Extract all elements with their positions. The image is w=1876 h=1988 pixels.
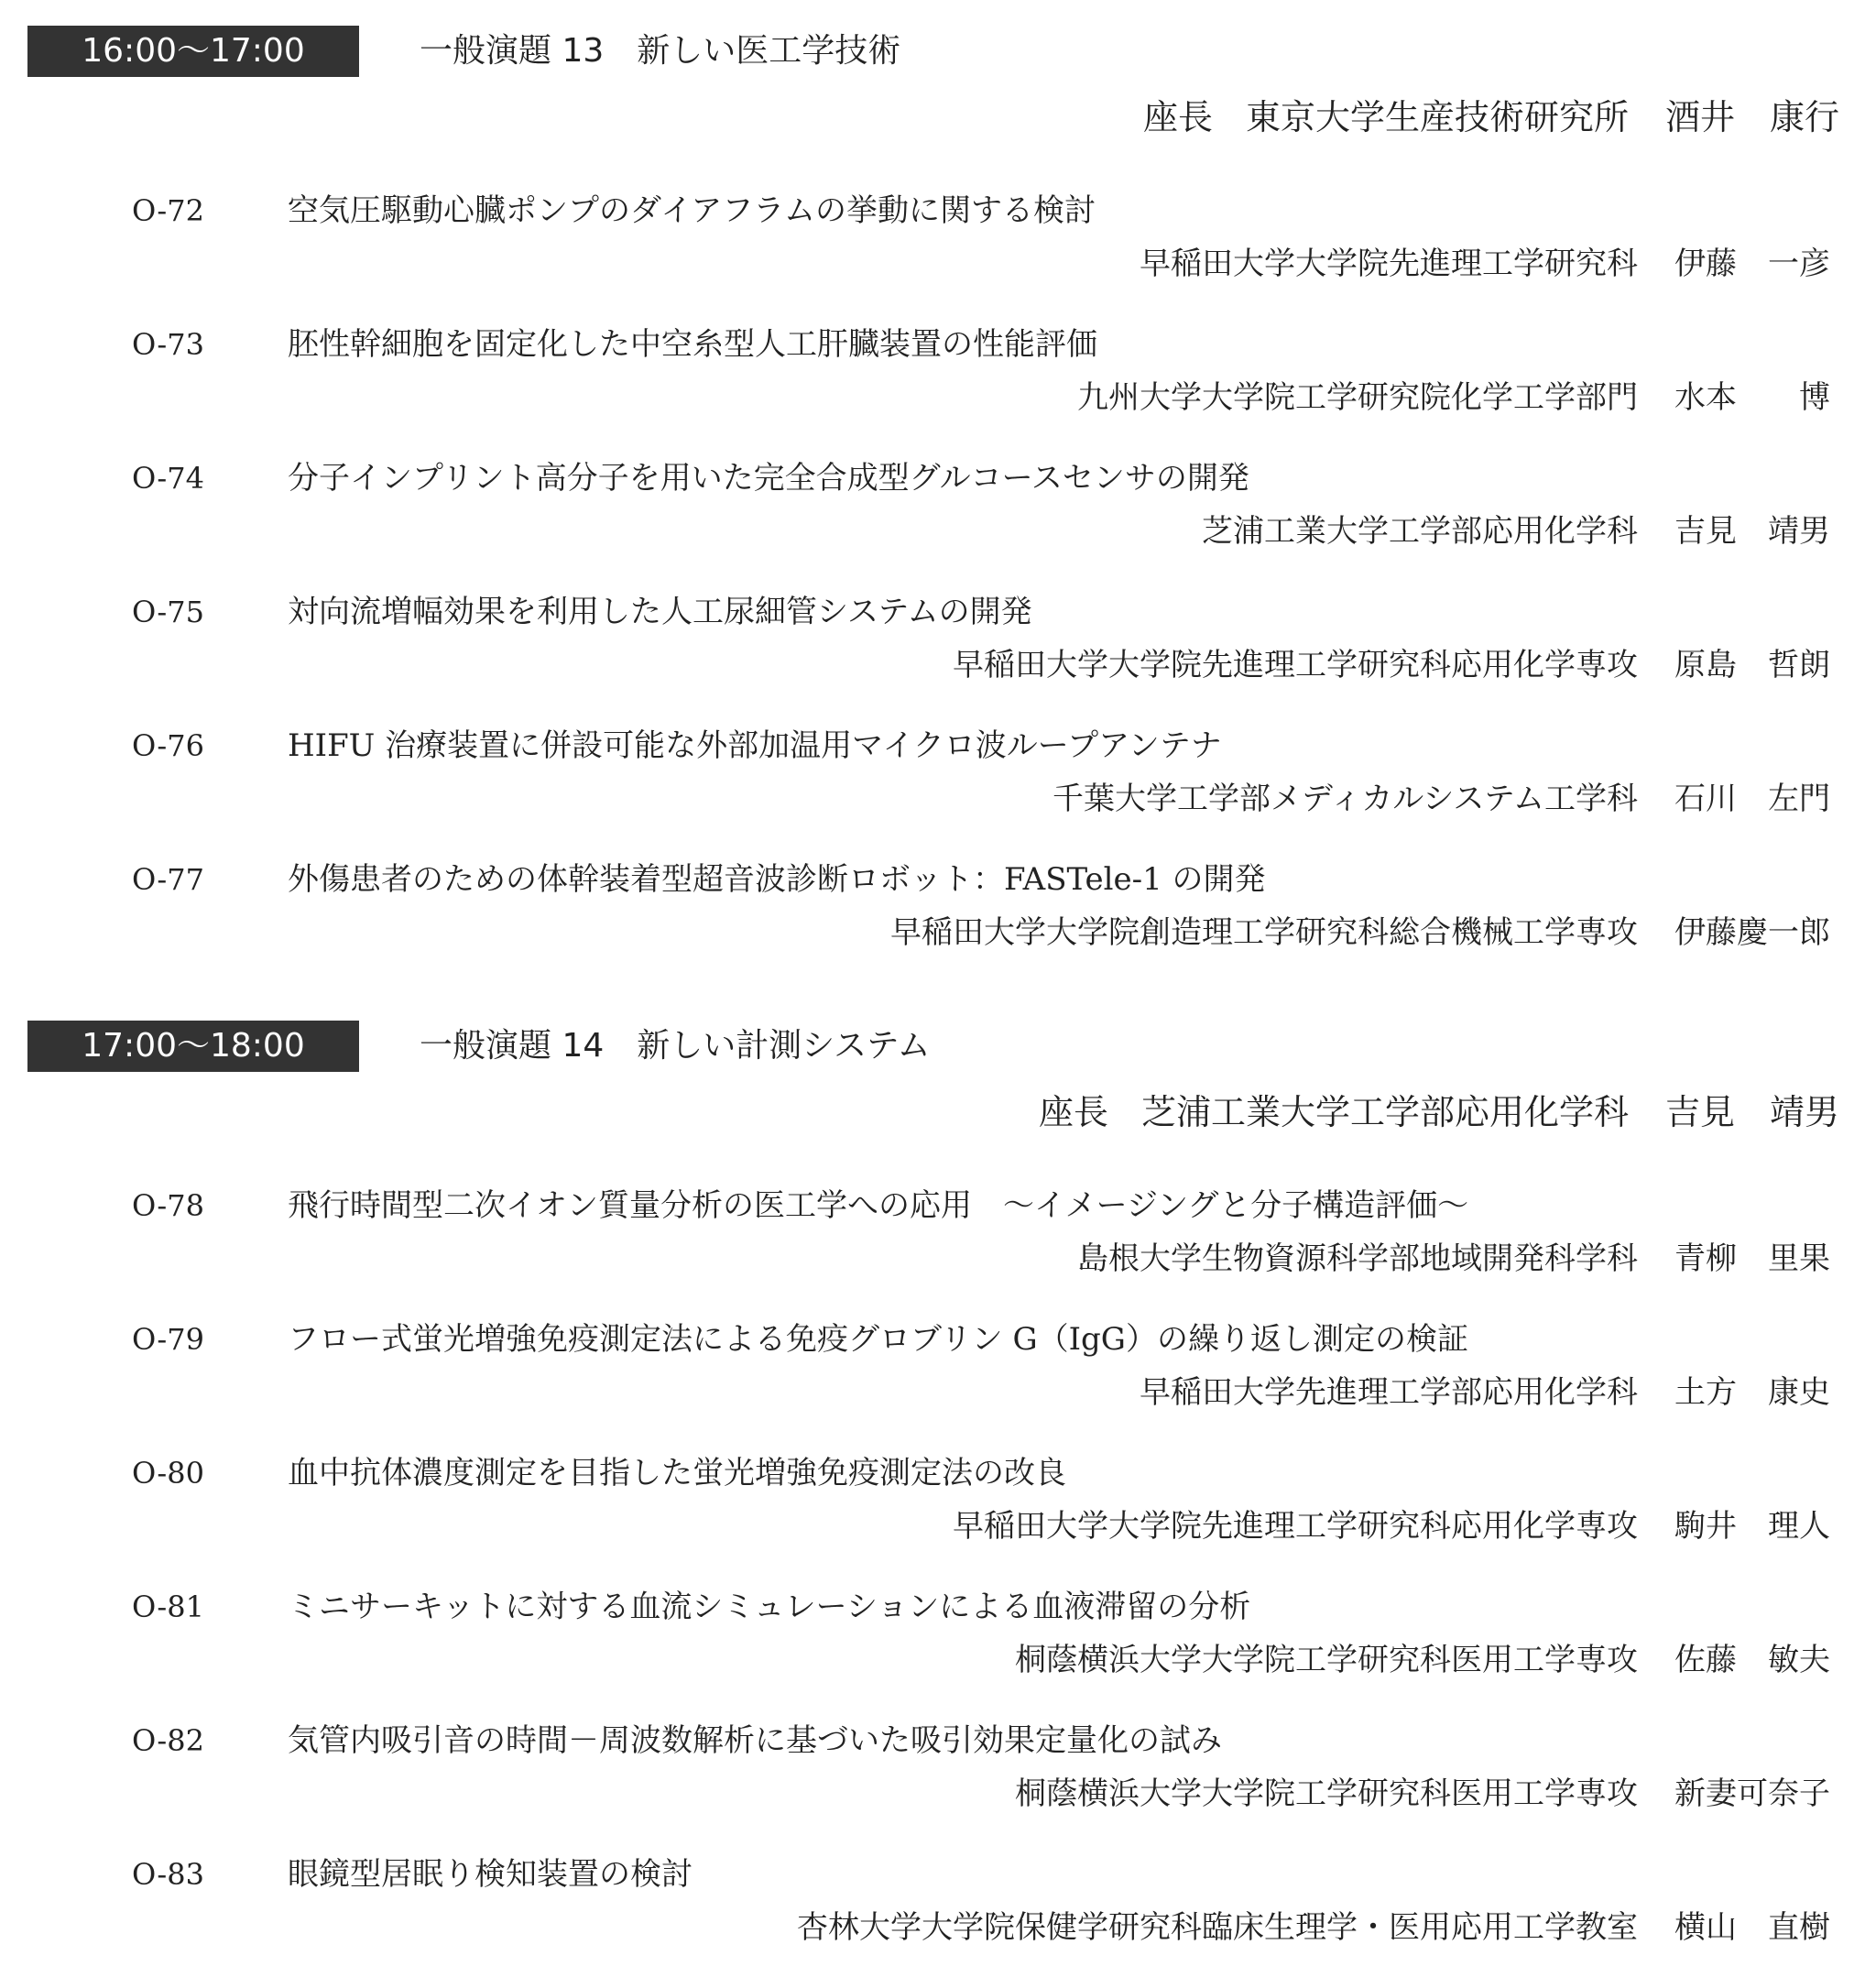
presentation-author — [1053, 779, 1839, 819]
presentation-id: O-72 — [132, 193, 204, 228]
presentation-title: 眼鏡型居眠り検知装置の検討 — [288, 1856, 693, 1893]
presentation-author — [953, 645, 1839, 685]
presentation-id: O-83 — [132, 1857, 204, 1892]
presentation-id: O-80 — [132, 1456, 204, 1491]
presentation-item — [0, 726, 1876, 859]
presentation-item — [0, 1453, 1876, 1587]
author-affiliation: 九州大学大学院工学研究院化学工学部門 — [1077, 379, 1638, 416]
author-name: 駒井 理人 — [1674, 1508, 1830, 1545]
author-name: 石川 左門 — [1674, 781, 1830, 817]
presentation-author — [1140, 1372, 1839, 1413]
author-name: 原島 哲朗 — [1674, 647, 1830, 683]
presentation-id: O-81 — [132, 1589, 204, 1624]
presentation-author — [890, 912, 1839, 953]
chair-affiliation: 東京大学生産技術研究所 — [1245, 97, 1629, 137]
presentation-title: ミニサーキットに対する血流シミュレーションによる血液滞留の分析 — [288, 1589, 1251, 1625]
chair-label: 座長 — [1142, 97, 1213, 137]
presentation-list — [0, 191, 1876, 993]
presentation-title: HIFU 治療装置に併設可能な外部加温用マイクロ波ループアンテナ — [288, 727, 1222, 764]
presentation-id: O-73 — [132, 327, 204, 362]
author-name: 水本 博 — [1674, 379, 1830, 416]
author-affiliation: 桐蔭横浜大学大学院工学研究科医用工学専攻 — [1015, 1642, 1638, 1678]
presentation-author — [1202, 511, 1839, 552]
presentation-title: 対向流増幅効果を利用した人工尿細管システムの開発 — [288, 594, 1032, 630]
author-affiliation: 桐蔭横浜大学大学院工学研究科医用工学専攻 — [1015, 1775, 1638, 1812]
presentation-list — [0, 1185, 1876, 1988]
author-name: 伊藤慶一郎 — [1674, 914, 1830, 951]
presentation-item — [0, 1720, 1876, 1854]
author-affiliation: 早稲田大学大学院先進理工学研究科応用化学専攻 — [953, 1508, 1638, 1545]
presentation-title: 分子インプリント高分子を用いた完全合成型グルコースセンサの開発 — [288, 460, 1249, 497]
presentation-author — [1015, 1774, 1839, 1814]
author-affiliation: 杏林大学大学院保健学研究科臨床生理学・医用応用工学教室 — [797, 1909, 1638, 1946]
author-affiliation: 早稲田大学大学院先進理工学研究科応用化学専攻 — [953, 647, 1638, 683]
presentation-title: フロー式蛍光増強免疫測定法による免疫グロブリン G（IgG）の繰り返し測定の検証 — [288, 1321, 1468, 1358]
chair-name: 吉見 靖男 — [1664, 1092, 1839, 1132]
session-time-badge: 17:00～18:00 — [27, 1021, 359, 1072]
session-title: 一般演題 13 新しい医工学技術 — [420, 32, 901, 70]
presentation-item — [0, 191, 1876, 324]
presentation-id: O-79 — [132, 1322, 204, 1357]
presentation-item — [0, 859, 1876, 993]
author-name: 土方 康史 — [1674, 1374, 1830, 1411]
presentation-title: 胚性幹細胞を固定化した中空糸型人工肝臓装置の性能評価 — [288, 326, 1097, 363]
presentation-title: 気管内吸引音の時間－周波数解析に基づいた吸引効果定量化の試み — [288, 1722, 1222, 1759]
author-affiliation: 芝浦工業大学工学部応用化学科 — [1202, 513, 1638, 550]
presentation-item — [0, 1319, 1876, 1453]
presentation-title: 外傷患者のための体幹装着型超音波診断ロボット：FASTele-1 の開発 — [288, 861, 1266, 898]
presentation-item — [0, 458, 1876, 592]
presentation-id: O-76 — [132, 728, 204, 763]
session-chair — [1143, 92, 1839, 143]
presentation-id: O-74 — [132, 461, 204, 496]
presentation-id: O-77 — [132, 862, 204, 897]
session-chair — [1039, 1087, 1839, 1138]
presentation-title: 飛行時間型二次イオン質量分析の医工学への応用 ～イメージングと分子構造評価～ — [288, 1187, 1469, 1224]
author-affiliation: 早稲田大学先進理工学部応用化学科 — [1140, 1374, 1638, 1411]
session-block — [0, 26, 1876, 951]
presentation-id: O-75 — [132, 595, 204, 629]
presentation-item — [0, 592, 1876, 726]
author-name: 吉見 靖男 — [1674, 513, 1830, 550]
session-header — [0, 1021, 1876, 1076]
session-header — [0, 26, 1876, 81]
session-block — [0, 1021, 1876, 1946]
presentation-title: 血中抗体濃度測定を目指した蛍光増強免疫測定法の改良 — [288, 1455, 1066, 1491]
session-time-badge: 16:00～17:00 — [27, 26, 359, 77]
author-name: 伊藤 一彦 — [1674, 246, 1830, 282]
presentation-item — [0, 1854, 1876, 1988]
author-affiliation: 千葉大学工学部メディカルシステム工学科 — [1052, 781, 1638, 817]
presentation-author — [1015, 1640, 1839, 1680]
chair-label: 座長 — [1038, 1092, 1108, 1132]
presentation-item — [0, 1185, 1876, 1319]
author-affiliation: 早稲田大学大学院創造理工学研究科総合機械工学専攻 — [890, 914, 1638, 951]
presentation-author — [1077, 1239, 1839, 1279]
presentation-title: 空気圧駆動心臓ポンプのダイアフラムの挙動に関する検討 — [288, 192, 1096, 229]
presentation-id: O-78 — [132, 1188, 204, 1223]
chair-name: 酒井 康行 — [1664, 97, 1839, 137]
presentation-author — [953, 1506, 1839, 1546]
presentation-id: O-82 — [132, 1723, 204, 1758]
presentation-author — [797, 1907, 1839, 1948]
presentation-author — [1077, 377, 1839, 418]
presentation-item — [0, 1587, 1876, 1720]
author-name: 青柳 里果 — [1674, 1240, 1830, 1277]
author-affiliation: 早稲田大学大学院先進理工学研究科 — [1140, 246, 1638, 282]
session-title: 一般演題 14 新しい計測システム — [420, 1027, 931, 1065]
author-name: 横山 直樹 — [1674, 1909, 1830, 1946]
author-affiliation: 島根大学生物資源科学部地域開発科学科 — [1077, 1240, 1638, 1277]
presentation-author — [1140, 244, 1839, 284]
author-name: 新妻可奈子 — [1674, 1775, 1830, 1812]
presentation-item — [0, 324, 1876, 458]
author-name: 佐藤 敏夫 — [1674, 1642, 1830, 1678]
chair-affiliation: 芝浦工業大学工学部応用化学科 — [1140, 1092, 1629, 1132]
